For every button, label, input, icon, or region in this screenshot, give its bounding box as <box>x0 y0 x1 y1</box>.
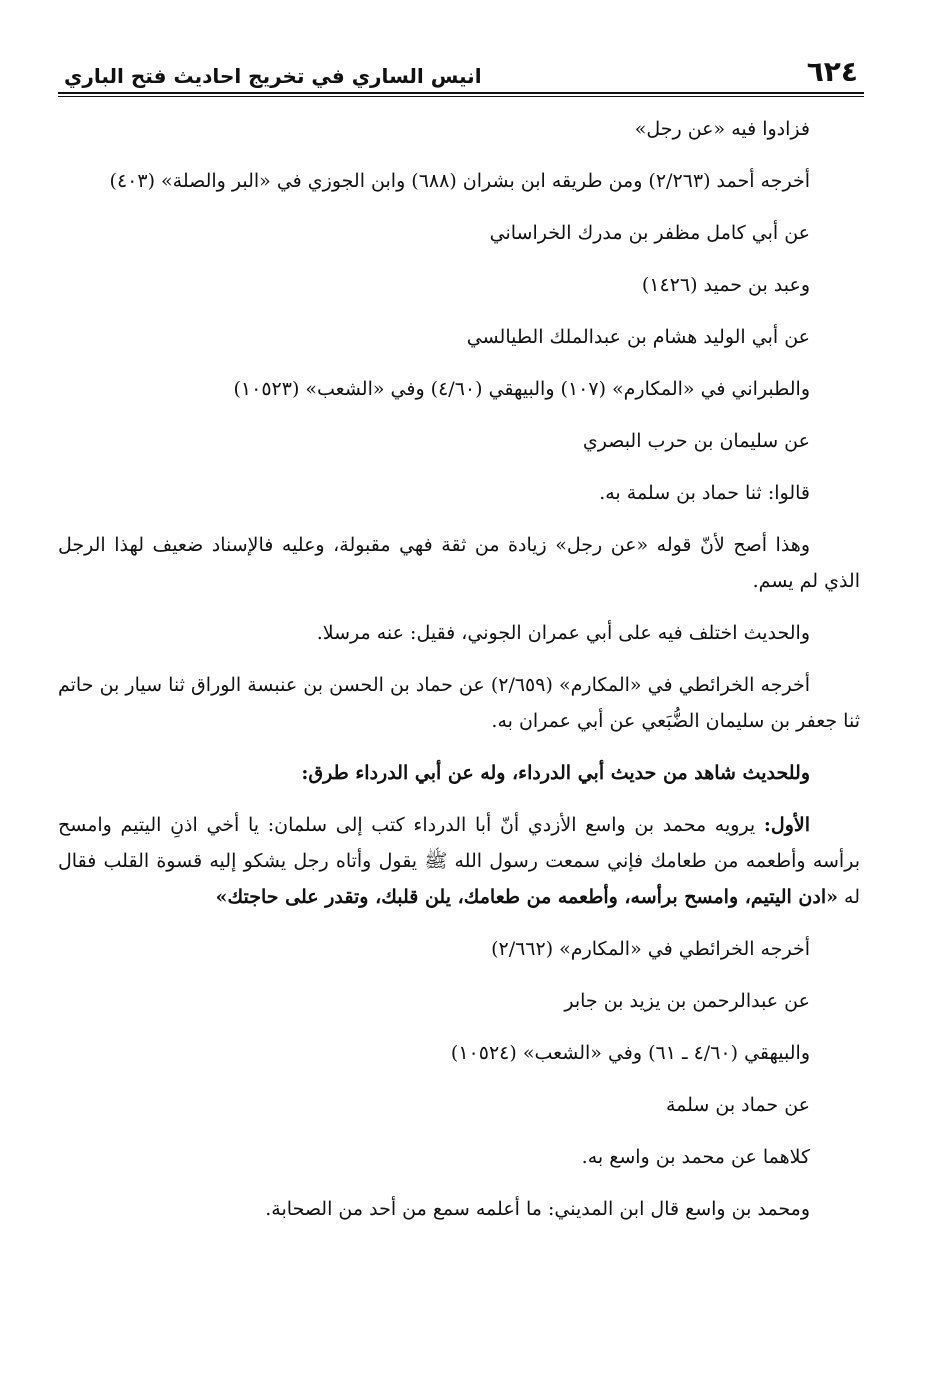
paragraph: أخرجه الخرائطي في «المكارم» (٢/٦٥٩) عن حماد بن الحسن بن عنبسة الوراق ثنا سيار بن حاتم ثنا جعفر بن سليمان الضُّبَعي عن أبي عمران به. <box>58 674 860 732</box>
paragraph: عن أبي الوليد هشام بن عبدالملك الطيالسي <box>466 326 810 348</box>
paragraph: والطبراني في «المكارم» (١٠٧) والبيهقي (٤/٦٠) وفي «الشعب» (١٠٥٢٣) <box>233 378 810 400</box>
paragraph: عن أبي كامل مظفر بن مدرك الخراساني <box>489 222 810 244</box>
first-route-paragraph <box>58 807 860 915</box>
hadith-quote: «ادن اليتيم، وامسح برأسه، وأطعمه من طعامك، يلن قلبك، وتقدر على حاجتك» <box>215 886 838 908</box>
section-heading: وللحديث شاهد من حديث أبي الدرداء، وله عن أبي الدرداء طرق: <box>301 762 810 784</box>
paragraph: والبيهقي (٤/٦٠ ـ ٦١) وفي «الشعب» (١٠٥٢٤) <box>450 1042 810 1064</box>
paragraph: عن سليمان بن حرب البصري <box>582 430 810 452</box>
paragraph: عن عبدالرحمن بن يزيد بن جابر <box>564 990 810 1012</box>
book-page <box>58 52 864 1352</box>
first-route-label: الأول: <box>763 814 810 836</box>
paragraph: أخرجه الخرائطي في «المكارم» (٢/٦٦٢) <box>491 938 810 960</box>
paragraph: عن حماد بن سلمة <box>665 1094 810 1116</box>
paragraph: قالوا: ثنا حماد بن سلمة به. <box>599 482 810 504</box>
paragraph: أخرجه أحمد (٢/٢٦٣) ومن طريقه ابن بشران (٦٨٨) وابن الجوزي في «البر والصلة» (٤٠٣) <box>109 170 810 192</box>
page-body <box>58 97 864 1227</box>
page-header <box>58 52 864 92</box>
page-number: ٦٢٤ <box>806 55 858 88</box>
paragraph: كلاهما عن محمد بن واسع به. <box>581 1146 810 1168</box>
paragraph: وعبد بن حميد (١٤٢٦) <box>641 274 810 296</box>
first-route-text: يرويه محمد بن واسع الأزدي أنّ أبا الدرداء كتب إلى سلمان: يا أخي اذنِ اليتيم وامسح برأسه وأطعمه من طعامك فإني سمعت رسول الله ﷺ يقول وأتاه رجل يشكو إليه قسوة القلب فقال له <box>58 814 860 908</box>
running-title: انيس الساري في تخريج احاديث فتح الباري <box>64 64 482 88</box>
paragraph: وهذا أصح لأنّ قوله «عن رجل» زيادة من ثقة فهي مقبولة، وعليه فالإسناد ضعيف لهذا الرجل الذي لم يسم. <box>58 534 860 592</box>
paragraph: ومحمد بن واسع قال ابن المديني: ما أعلمه سمع من أحد من الصحابة. <box>265 1198 810 1220</box>
paragraph: والحديث اختلف فيه على أبي عمران الجوني، فقيل: عنه مرسلا. <box>316 622 810 644</box>
paragraph: فزادوا فيه «عن رجل» <box>634 118 810 140</box>
